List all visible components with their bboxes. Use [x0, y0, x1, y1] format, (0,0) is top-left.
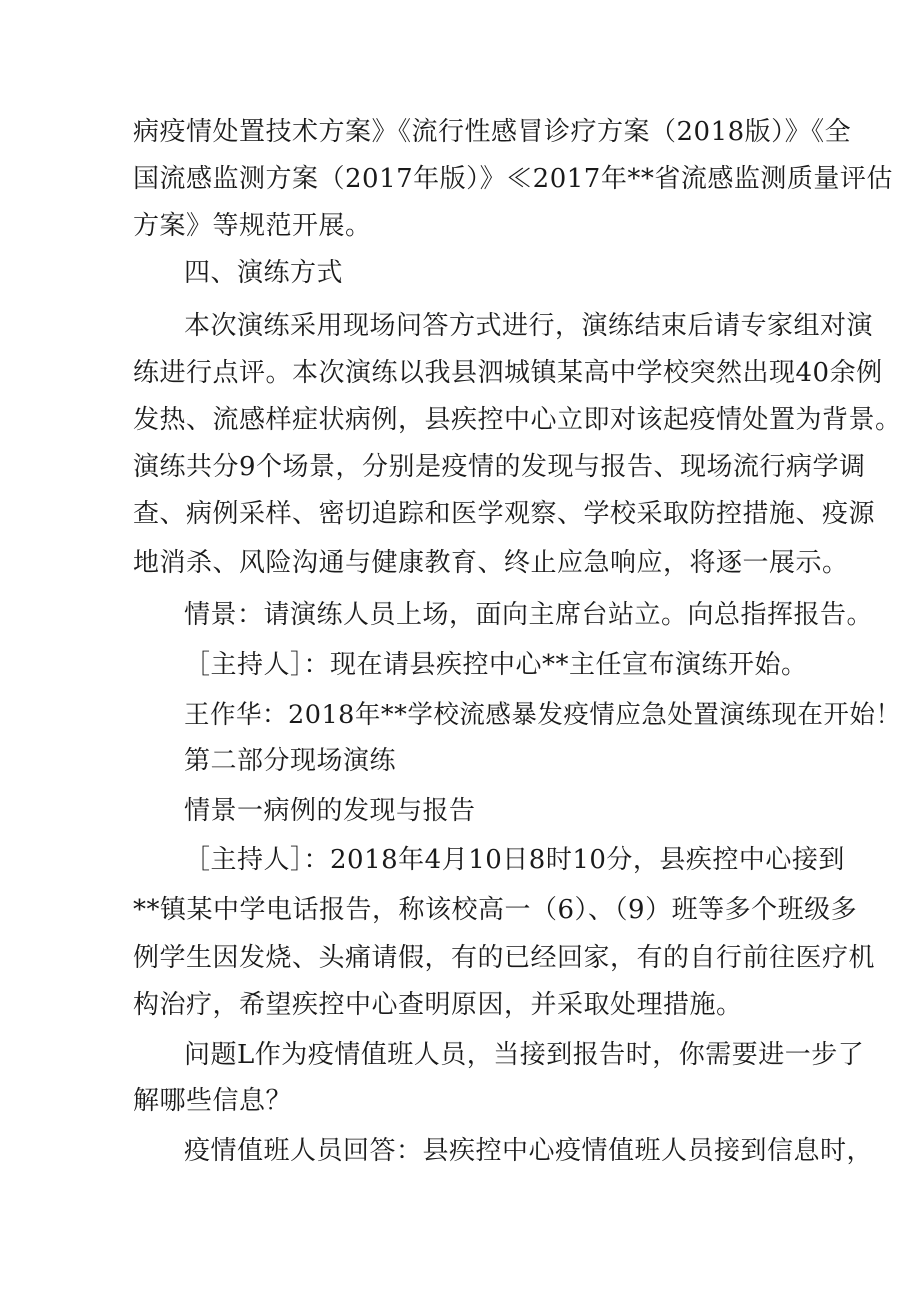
body-text-line: 地消杀、风险沟通与健康教育、终止应急响应，将逐一展示。: [133, 548, 849, 578]
body-text-line: 构治疗，希望疾控中心查明原因，并采取处理措施。: [133, 990, 743, 1020]
section-heading: 情景一病例的发现与报告: [184, 796, 476, 826]
body-text-line: 国流感监测方案（2017年版）》≪2017年**省流感监测质量评估: [133, 164, 893, 194]
body-text-line: 演练共分9个场景，分别是疫情的发现与报告、现场流行病学调: [133, 452, 866, 482]
body-text-line: 王作华：2018年**学校流感暴发疫情应急处置演练现在开始！: [184, 700, 902, 730]
body-text-line: 本次演练采用现场问答方式进行，演练结束后请专家组对演: [184, 311, 874, 341]
body-text-line: 情景：请演练人员上场，面向主席台站立。向总指挥报告。: [184, 600, 874, 630]
body-text-line: 例学生因发烧、头痛请假，有的已经回家，有的自行前往医疗机: [133, 943, 876, 973]
body-text-line: 解哪些信息？: [133, 1086, 293, 1116]
body-text-line: **镇某中学电话报告，称该校高一（6）、（9）班等多个班级多: [133, 895, 858, 925]
body-text-line: 方案》等规范开展。: [133, 211, 372, 241]
body-text-line: 疫情值班人员回答：县疾控中心疫情值班人员接到信息时，: [184, 1136, 874, 1166]
section-heading: 四、演练方式: [184, 258, 344, 288]
body-text-line: ［主持人］：2018年4月10日8时10分，县疾控中心接到: [184, 845, 845, 875]
section-heading: 第二部分现场演练: [184, 746, 397, 776]
body-text-line: 病疫情处置技术方案》《流行性感冒诊疗方案（2018版）》《全: [133, 117, 852, 147]
body-text-line: ［主持人］：现在请县疾控中心**主任宣布演练开始。: [184, 650, 808, 680]
body-text-line: 查、病例采样、密切追踪和医学观察、学校采取防控措施、疫源: [133, 499, 876, 529]
body-text-line: 问题L作为疫情值班人员，当接到报告时，你需要进一步了: [184, 1040, 865, 1070]
body-text-line: 练进行点评。本次演练以我县泗城镇某高中学校突然出现40余例: [133, 358, 883, 388]
body-text-line: 发热、流感样症状病例，县疾控中心立即对该起疫情处置为背景。: [133, 405, 902, 435]
